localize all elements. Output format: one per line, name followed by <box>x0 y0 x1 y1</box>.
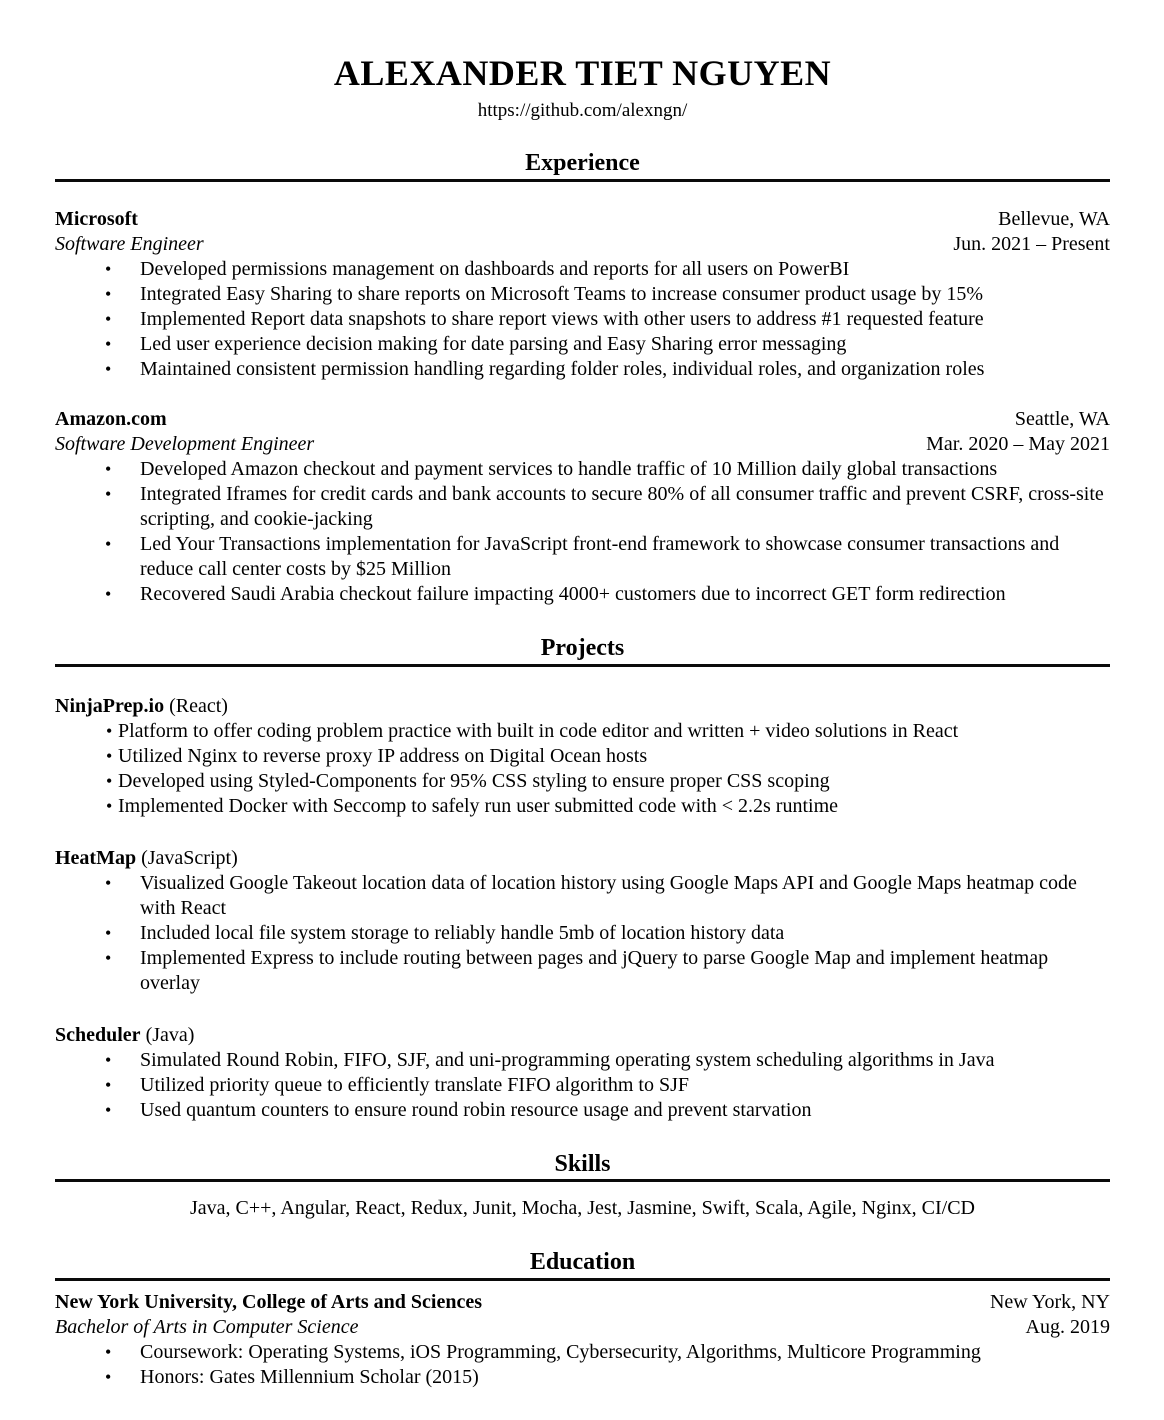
experience-entry-subheader <box>55 432 1110 457</box>
company-location: Seattle, WA <box>1014 407 1110 430</box>
section-title-projects: Projects <box>55 635 1110 667</box>
company-name: Amazon.com <box>55 407 167 430</box>
bullet-item: • Simulated Round Robin, FIFO, SJF, and uni-programming operating system scheduling algorithms in Java <box>55 1048 1110 1073</box>
section-title-education: Education <box>55 1249 1110 1281</box>
bullet-item: • Maintained consistent permission handling regarding folder roles, individual roles, and organization roles <box>55 357 1110 382</box>
experience-entry-header <box>55 407 1110 432</box>
project-entry <box>55 846 1110 996</box>
project-tech: (Java) <box>145 1023 195 1046</box>
bullet-item: • Integrated Easy Sharing to share reports on Microsoft Teams to increase consumer product usage by 15% <box>55 282 1110 307</box>
project-name: HeatMap <box>55 846 137 869</box>
project-bullets <box>55 719 1110 819</box>
project-tech: (React) <box>169 694 228 717</box>
company-name: Microsoft <box>55 207 138 230</box>
bullet-item: • Implemented Express to include routing between pages and jQuery to parse Google Map and implement heatmap overlay <box>55 946 1110 996</box>
experience-entry-subheader <box>55 232 1110 257</box>
bullet-item: • Visualized Google Takeout location data of location history using Google Maps API and Google Maps heatmap code with React <box>55 871 1110 921</box>
bullet-item: • Implemented Report data snapshots to share report views with other users to address #1 requested feature <box>55 307 1110 332</box>
bullet-item: • Utilized priority queue to efficiently translate FIFO algorithm to SJF <box>55 1073 1110 1098</box>
bullet-item: • Integrated Iframes for credit cards and bank accounts to secure 80% of all consumer traffic and prevent CSRF, cross-site scripting, and cookie-jacking <box>55 482 1110 532</box>
bullet-item: • Honors: Gates Millennium Scholar (2015) <box>55 1365 1110 1390</box>
resume-header <box>55 54 1110 122</box>
bullet-item: • Developed permissions management on dashboards and reports for all users on PowerBI <box>55 257 1110 282</box>
project-bullets <box>55 871 1110 996</box>
job-title: Software Engineer <box>55 232 204 255</box>
graduation-date: Aug. 2019 <box>1025 1315 1110 1338</box>
bullet-item: • Developed using Styled-Components for 95% CSS styling to ensure proper CSS scoping <box>55 769 1110 794</box>
bullet-item: • Led Your Transactions implementation for JavaScript front-end framework to showcase consumer transactions and reduce call center costs by $25 Million <box>55 532 1110 582</box>
experience-entry <box>55 407 1110 607</box>
school-name: New York University, College of Arts and Sciences <box>55 1290 482 1313</box>
bullet-item: • Utilized Nginx to reverse proxy IP address on Digital Ocean hosts <box>55 744 1110 769</box>
school-location: New York, NY <box>989 1290 1110 1313</box>
degree-title: Bachelor of Arts in Computer Science <box>55 1315 359 1338</box>
job-dates: Mar. 2020 – May 2021 <box>926 432 1110 455</box>
education-entry-subheader <box>55 1315 1110 1340</box>
github-url: https://github.com/alexngn/ <box>477 99 688 121</box>
bullet-item: • Included local file system storage to reliably handle 5mb of location history data <box>55 921 1110 946</box>
bullet-item: • Platform to offer coding problem practice with built in code editor and written + video solutions in React <box>55 719 1110 744</box>
project-heading <box>55 1023 1110 1048</box>
projects-section <box>55 694 1110 1123</box>
project-name: Scheduler <box>55 1023 141 1046</box>
skills-list: Java, C++, Angular, React, Redux, Junit, Mocha, Jest, Jasmine, Swift, Scala, Agile, Nginx, CI/CD <box>190 1197 975 1220</box>
bullet-item: • Implemented Docker with Seccomp to safely run user submitted code with < 2.2s runtime <box>55 794 1110 819</box>
bullet-item: • Developed Amazon checkout and payment services to handle traffic of 10 Million daily global transactions <box>55 457 1110 482</box>
resume-name: ALEXANDER TIET NGUYEN <box>333 53 832 93</box>
experience-bullets <box>55 257 1110 382</box>
project-tech: (JavaScript) <box>141 846 238 869</box>
project-bullets <box>55 1048 1110 1123</box>
education-bullets <box>55 1340 1110 1390</box>
section-title-skills: Skills <box>55 1151 1110 1183</box>
project-entry <box>55 694 1110 819</box>
bullet-item: • Led user experience decision making for date parsing and Easy Sharing error messaging <box>55 332 1110 357</box>
experience-entry-header <box>55 207 1110 232</box>
project-heading <box>55 846 1110 871</box>
job-dates: Jun. 2021 – Present <box>953 232 1110 255</box>
job-title: Software Development Engineer <box>55 432 315 455</box>
project-entry <box>55 1023 1110 1123</box>
bullet-item: • Used quantum counters to ensure round robin resource usage and prevent starvation <box>55 1098 1110 1123</box>
education-entry <box>55 1290 1110 1390</box>
bullet-item: • Coursework: Operating Systems, iOS Programming, Cybersecurity, Algorithms, Multicore Programming <box>55 1340 1110 1365</box>
experience-entry <box>55 207 1110 382</box>
project-heading <box>55 694 1110 719</box>
section-title-experience: Experience <box>55 150 1110 182</box>
company-location: Bellevue, WA <box>998 207 1110 230</box>
project-name: NinjaPrep.io <box>55 694 165 717</box>
experience-bullets <box>55 457 1110 607</box>
education-entry-header <box>55 1290 1110 1315</box>
experience-section <box>55 207 1110 607</box>
bullet-item: • Recovered Saudi Arabia checkout failure impacting 4000+ customers due to incorrect GET form redirection <box>55 582 1110 607</box>
